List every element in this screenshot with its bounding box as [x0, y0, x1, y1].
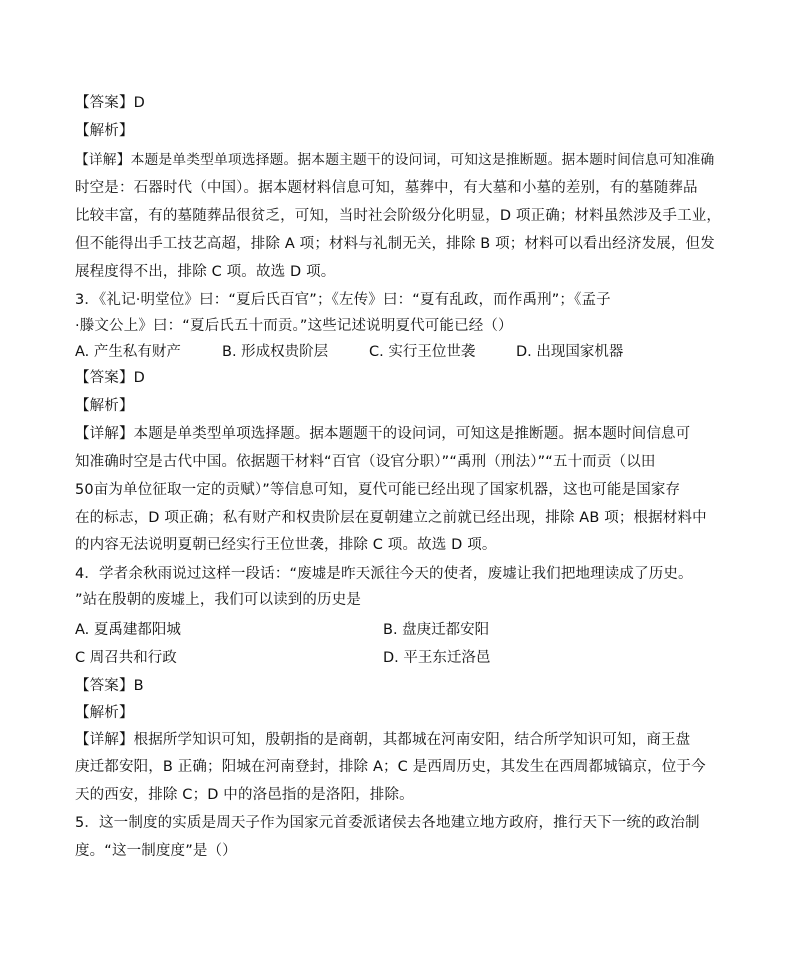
- q2-detail-line: 展程度得不出，排除 C 项。故选 D 项。: [75, 264, 336, 280]
- q2-detail-line: 比较丰富，有的墓随葬品很贫乏，可知，当时社会阶级分化明显，D 项正确；材料虽然涉及手工业，: [75, 208, 722, 224]
- q4-option-d: D. 平王东迁洛邑: [383, 650, 491, 666]
- q3-analysis-heading: 【解析】: [75, 398, 134, 414]
- q3-option-b: B. 形成权贵阶层: [222, 344, 329, 360]
- q3-detail-line: 【详解】本题是单类型单项选择题。据本题题干的设问词，可知这是推断题。据本题时间信息可: [75, 426, 691, 442]
- q4-option-a: A. 夏禹建都阳城: [75, 622, 181, 638]
- q4-option-b: B. 盘庚迁都安阳: [383, 622, 490, 638]
- q4-detail-line: 天的西安，排除 C；D 中的洛邑指的是洛阳，排除。: [75, 787, 414, 803]
- q4-option-c: C 周召共和行政: [75, 650, 177, 666]
- q4-answer: 【答案】B: [75, 678, 144, 694]
- q3-detail-line: 知准确时空是古代中国。依据题干材料“百官（设官分职）”“禹刑（刑法）”“五十而贡（以田: [75, 454, 656, 470]
- q2-detail-line: 【详解】本题是单类型单项选择题。据本题主题干的设问词，可知这是推断题。据本题时间信息可知准确: [75, 152, 715, 168]
- q3-option-d: D. 出现国家机器: [516, 344, 624, 360]
- q3-stem-line: 3．《礼记·明堂位》曰：“夏后氏百官”；《左传》曰：“夏有乱政，而作禹刑”；《孟子: [75, 292, 611, 308]
- q5-stem-line: 度。“这一制度度”是（）: [75, 843, 237, 859]
- q3-option-a: A. 产生私有财产: [75, 344, 181, 360]
- q2-detail-line: 时空是：石器时代（中国）。据本题材料信息可知，墓葬中，有大墓和小墓的差别，有的墓随葬品: [75, 180, 698, 196]
- q3-option-c: C. 实行王位世袭: [369, 344, 476, 360]
- q4-analysis-heading: 【解析】: [75, 705, 134, 721]
- q5-stem-line: 5．这一制度的实质是周天子作为国家元首委派诸侯去各地建立地方政府，推行天下一统的政治制: [75, 815, 700, 831]
- q2-detail-line: 但不能得出手工技艺高超，排除 A 项；材料与礼制无关，排除 B 项；材料可以看出经济发展，但发: [75, 236, 715, 252]
- q3-detail-line: 在的标志，D 项正确；私有财产和权贵阶层在夏朝建立之前就已经出现，排除 AB 项；根据材料中: [75, 510, 707, 526]
- q4-detail-line: 庚迁都安阳，B 正确；阳城在河南登封，排除 A；C 是西周历史，其发生在西周都城镐京，位于今: [75, 759, 706, 775]
- q2-answer: 【答案】D: [75, 95, 145, 111]
- q3-stem-line: ·滕文公上》曰：“夏后氏五十而贡。”这些记述说明夏代可能已经（）: [75, 318, 513, 334]
- q4-detail-line: 【详解】根据所学知识可知，殷朝指的是商朝，其都城在河南安阳，结合所学知识可知，商王盘: [75, 732, 691, 748]
- q2-analysis-heading: 【解析】: [75, 123, 134, 139]
- q3-detail-line: 50亩为单位征取一定的贡赋）”等信息可知，夏代可能已经出现了国家机器，这也可能是国家存: [75, 482, 681, 498]
- q4-stem-line: ”站在殷朝的废墟上，我们可以读到的历史是: [75, 592, 362, 608]
- q3-detail-line: 的内容无法说明夏朝已经实行王位世袭，排除 C 项。故选 D 项。: [75, 537, 497, 553]
- q4-stem-line: 4．学者余秋雨说过这样一段话：“废墟是昨天派往今天的使者，废墟让我们把地理读成了历史。: [75, 566, 693, 582]
- q3-answer: 【答案】D: [75, 370, 145, 386]
